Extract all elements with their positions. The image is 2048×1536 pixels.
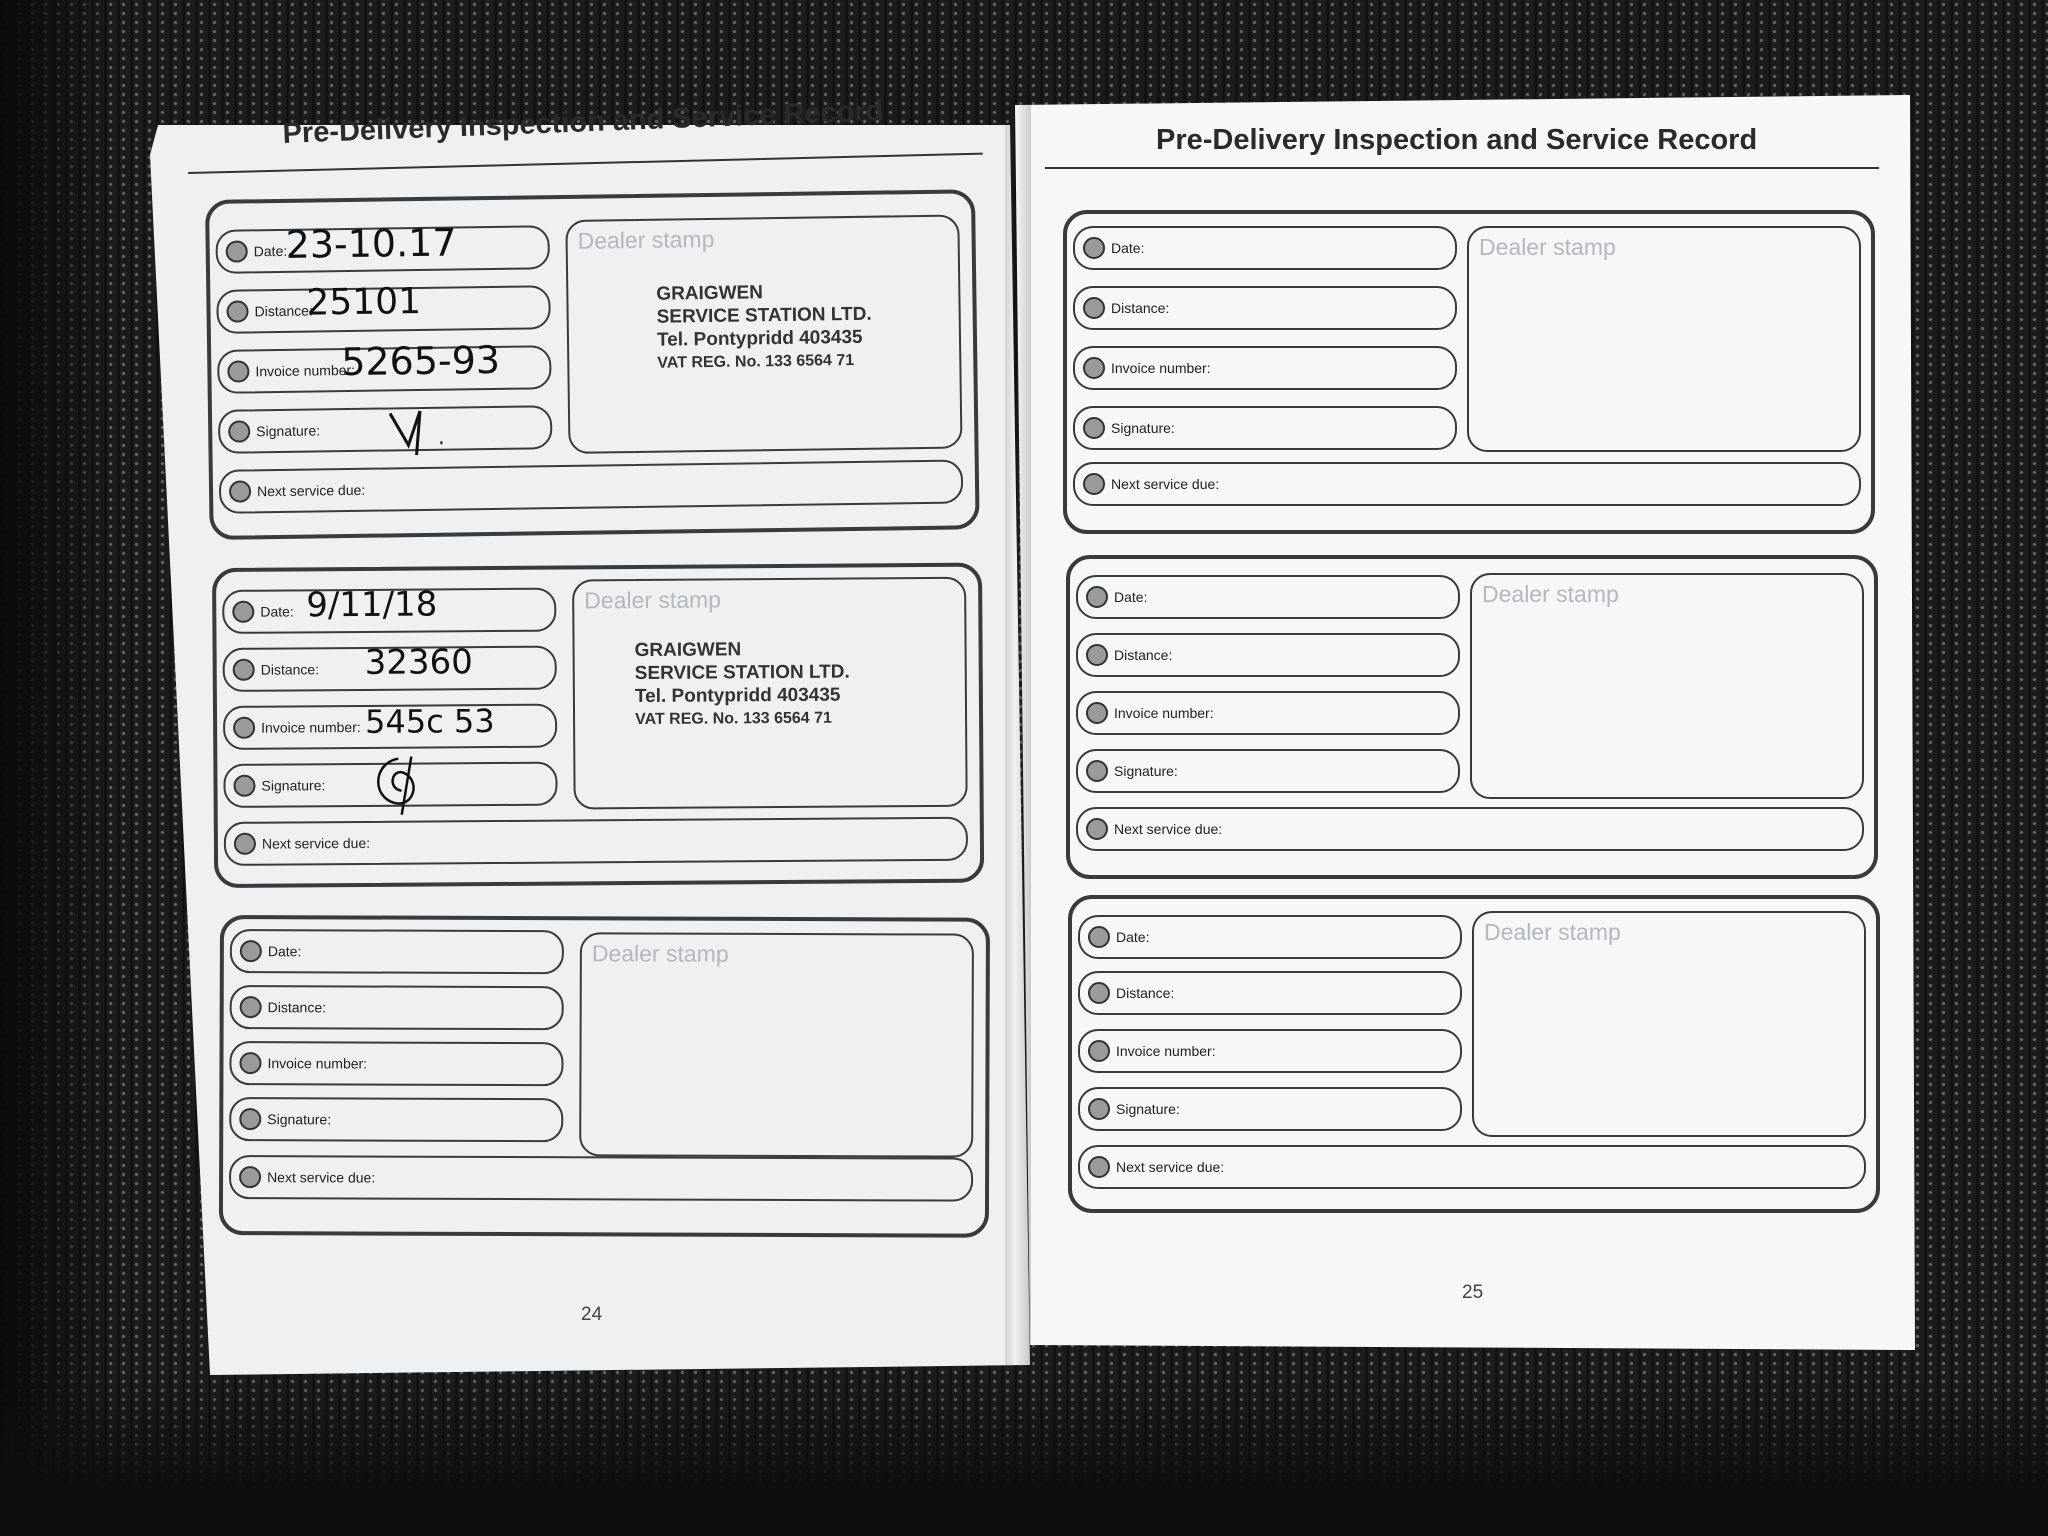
radio-button[interactable]: [228, 420, 250, 442]
title-divider: [1045, 167, 1879, 169]
dealer-stamp-box: [565, 214, 962, 453]
page-title: Pre-Delivery Inspection and Service Record: [1156, 124, 1758, 156]
handwritten-date: 23-10.17: [285, 220, 457, 267]
handwritten-invoice-number: 5265-93: [340, 337, 501, 385]
invoice-number-field[interactable]: [1073, 346, 1457, 390]
radio-button[interactable]: [227, 360, 249, 382]
next-service-due-field[interactable]: [224, 817, 968, 866]
radio-button[interactable]: [240, 996, 262, 1018]
stamp-line: Tel. Pontypridd 403435: [656, 326, 863, 351]
signature-label: Signature:: [261, 777, 326, 794]
date-field[interactable]: [1073, 226, 1457, 270]
next-service-due-label: Next service due:: [1111, 476, 1220, 492]
invoice-number-field[interactable]: [1076, 691, 1460, 735]
distance-label: Distance:: [267, 999, 327, 1016]
handwritten-distance: 25101: [306, 280, 422, 324]
service-entry: [1068, 895, 1880, 1225]
radio-button[interactable]: [233, 775, 255, 797]
signature-field[interactable]: [218, 405, 553, 454]
signature-scribble: [363, 750, 433, 820]
next-service-due-label: Next service due:: [267, 1169, 376, 1186]
distance-field[interactable]: [223, 642, 557, 692]
radio-button[interactable]: [233, 659, 255, 681]
distance-label: Distance:: [254, 302, 314, 320]
next-service-due-field[interactable]: [1078, 1145, 1866, 1189]
service-entry: [1066, 555, 1878, 885]
radio-button[interactable]: [1083, 473, 1105, 495]
handwritten-date: 9/11/18: [306, 584, 438, 626]
stamp-line: GRAIGWEN: [656, 282, 764, 305]
radio-button[interactable]: [232, 601, 254, 623]
next-service-due-label: Next service due:: [1114, 821, 1223, 837]
signature-label: Signature:: [1114, 763, 1178, 779]
stamp-line: SERVICE STATION LTD.: [656, 303, 872, 328]
date-label: Date:: [1116, 929, 1150, 945]
radio-button[interactable]: [1086, 644, 1108, 666]
invoice-number-field[interactable]: [223, 704, 557, 750]
radio-button[interactable]: [1088, 1098, 1110, 1120]
signature-field[interactable]: [1078, 1087, 1462, 1131]
next-service-due-field[interactable]: [1076, 807, 1864, 851]
radio-button[interactable]: [1086, 818, 1108, 840]
stamp-line: VAT REG. No. 133 6564 71: [657, 351, 855, 372]
invoice-number-label: Invoice number:: [255, 361, 356, 380]
date-field[interactable]: [1076, 575, 1460, 619]
signature-field[interactable]: [223, 762, 557, 808]
date-field[interactable]: [222, 584, 556, 634]
distance-field[interactable]: [1078, 971, 1462, 1015]
stamp-line: SERVICE STATION LTD.: [634, 661, 850, 685]
distance-label: Distance:: [260, 661, 320, 678]
background-shadow: [0, 1380, 2048, 1536]
invoice-number-label: Invoice number:: [1111, 360, 1211, 376]
invoice-number-field[interactable]: [229, 1041, 563, 1086]
dealer-stamp-box: [572, 577, 968, 810]
distance-label: Distance:: [1111, 300, 1170, 316]
radio-button[interactable]: [239, 1052, 261, 1074]
date-label: Date:: [1114, 589, 1148, 605]
radio-button[interactable]: [1083, 417, 1105, 439]
invoice-number-label: Invoice number:: [261, 718, 361, 736]
dealer-stamp-label: Dealer stamp: [1482, 581, 1619, 607]
distance-field[interactable]: [1073, 286, 1457, 330]
dealer-stamp-box: [1472, 911, 1866, 1137]
service-entry: [219, 915, 990, 1238]
date-field[interactable]: [230, 929, 564, 974]
service-entry: [205, 189, 980, 540]
dealer-stamp-label: Dealer stamp: [1484, 919, 1621, 945]
invoice-number-field[interactable]: [217, 337, 552, 394]
radio-button[interactable]: [1088, 1040, 1110, 1062]
signature-scribble: [380, 402, 471, 463]
radio-button[interactable]: [1088, 982, 1110, 1004]
invoice-number-label: Invoice number:: [1116, 1043, 1216, 1059]
radio-button[interactable]: [1083, 297, 1105, 319]
dealer-stamp-label: Dealer stamp: [1479, 234, 1616, 260]
next-service-due-field[interactable]: [229, 1155, 973, 1202]
next-service-due-label: Next service due:: [261, 834, 371, 852]
distance-field[interactable]: [230, 985, 564, 1030]
service-entry: [1063, 210, 1875, 540]
radio-button[interactable]: [1086, 760, 1108, 782]
signature-field[interactable]: [229, 1097, 563, 1142]
page-title: Pre-Delivery Inspection and Service Record: [282, 94, 884, 150]
date-label: Date:: [267, 943, 302, 960]
radio-button[interactable]: [226, 240, 248, 262]
date-label: Date:: [260, 603, 294, 620]
booklet-spine: [1005, 95, 1031, 1365]
dealer-stamp-imprint: [656, 280, 872, 375]
date-field[interactable]: [215, 220, 550, 274]
dealer-stamp-label: Dealer stamp: [591, 940, 729, 967]
dealer-stamp-imprint: [635, 638, 851, 731]
dealer-stamp-box: [579, 932, 974, 1157]
service-entry: [212, 563, 984, 888]
distance-field[interactable]: [216, 280, 551, 334]
invoice-number-label: Invoice number:: [1114, 705, 1214, 721]
radio-button[interactable]: [1083, 237, 1105, 259]
signature-field[interactable]: [1076, 749, 1460, 793]
background-shadow: [0, 0, 110, 1536]
next-service-due-field[interactable]: [1073, 462, 1861, 506]
dealer-stamp-label: Dealer stamp: [577, 225, 715, 254]
stamp-line: VAT REG. No. 133 6564 71: [635, 709, 832, 729]
next-service-due-label: Next service due:: [1116, 1159, 1225, 1175]
signature-label: Signature:: [256, 422, 321, 440]
radio-button[interactable]: [229, 480, 251, 502]
handwritten-distance: 32360: [364, 642, 473, 683]
signature-label: Signature:: [1111, 420, 1175, 436]
radio-button[interactable]: [234, 833, 256, 855]
handwritten-invoice-number: 545c 53: [364, 702, 495, 741]
stamp-line: Tel. Pontypridd 403435: [634, 684, 841, 708]
radio-button[interactable]: [1083, 357, 1105, 379]
stamp-line: GRAIGWEN: [634, 639, 742, 662]
radio-button[interactable]: [1088, 1156, 1110, 1178]
distance-label: Distance:: [1116, 985, 1175, 1001]
page-number: 24: [581, 1304, 603, 1325]
signature-field[interactable]: [1073, 406, 1457, 450]
radio-button[interactable]: [240, 940, 262, 962]
dealer-stamp-box: [1470, 573, 1864, 799]
invoice-number-label: Invoice number:: [267, 1055, 368, 1072]
radio-button[interactable]: [233, 717, 255, 739]
radio-button[interactable]: [1086, 702, 1108, 724]
page-number: 25: [1462, 1282, 1484, 1303]
radio-button[interactable]: [239, 1108, 261, 1130]
radio-button[interactable]: [1088, 926, 1110, 948]
radio-button[interactable]: [1086, 586, 1108, 608]
invoice-number-field[interactable]: [1078, 1029, 1462, 1073]
radio-button[interactable]: [239, 1166, 261, 1188]
distance-label: Distance:: [1114, 647, 1173, 663]
dealer-stamp-box: [1467, 226, 1861, 452]
radio-button[interactable]: [226, 300, 248, 322]
date-label: Date:: [253, 242, 288, 260]
dealer-stamp-label: Dealer stamp: [584, 586, 722, 614]
date-label: Date:: [1111, 240, 1145, 256]
next-service-due-label: Next service due:: [256, 481, 366, 500]
date-field[interactable]: [1078, 915, 1462, 959]
distance-field[interactable]: [1076, 633, 1460, 677]
signature-label: Signature:: [1116, 1101, 1180, 1117]
signature-label: Signature:: [267, 1111, 332, 1128]
